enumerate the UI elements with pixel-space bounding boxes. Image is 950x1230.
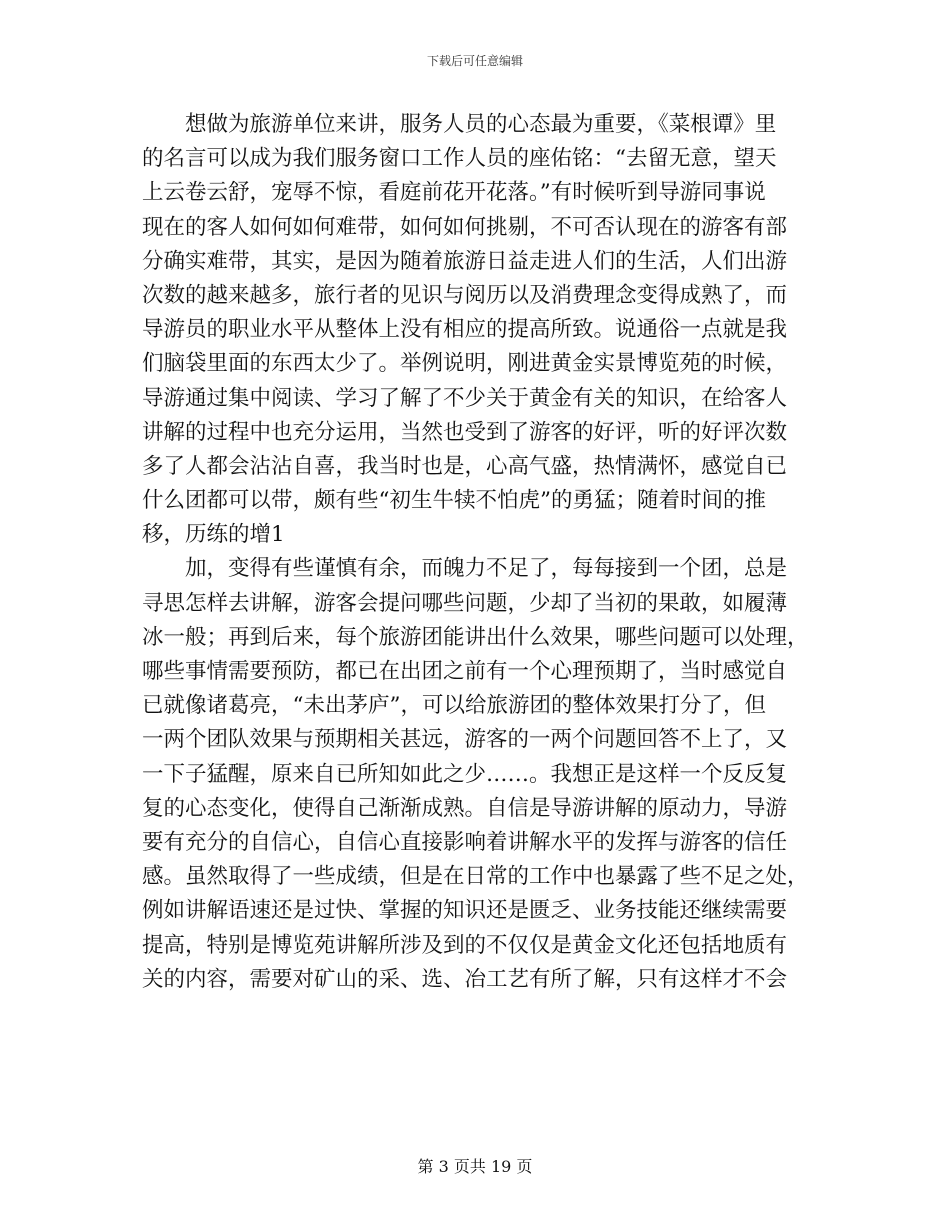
body-line: 次数的越来越多，旅行者的见识与阅历以及消费理念变得成熟了，而 [142, 282, 788, 308]
body-line: 已就像诸葛亮，“未出茅庐”，可以给旅游团的整体效果打分了，但 [142, 693, 766, 719]
body-line: 移，历练的增1 [142, 522, 285, 548]
body-line: 寻思怎样去讲解，游客会提问哪些问题，少却了当初的果敢，如履薄 [142, 590, 788, 616]
body-line: 一下子猛醒，原来自已所知如此之少……。我想正是这样一个反反复 [142, 761, 788, 787]
body-line: 导游通过集中阅读、学习了解了不少关于黄金有关的知识，在给客人 [142, 385, 788, 411]
body-line: 复的心态变化，使得自己渐渐成熟。自信是导游讲解的原动力，导游 [142, 795, 788, 821]
body-line: 关的内容，需要对矿山的采、选、冶工艺有所了解，只有这样才不会 [142, 966, 788, 992]
page-footer: 第 3 页共 19 页 [417, 1157, 533, 1176]
body-line: 想做为旅游单位来讲，服务人员的心态最为重要，《菜根谭》里 [142, 112, 777, 137]
body-line: 哪些事情需要预防，都已在出团之前有一个心理预期了，当时感觉自 [142, 659, 788, 684]
body-line: 感。虽然取得了一些成绩，但是在日常的工作中也暴露了些不足之处， [142, 864, 809, 890]
body-line: 冰一般；再到后来，每个旅游团能讲出什么效果，哪些问题可以处理， [142, 624, 809, 650]
page-header: 下载后可任意编辑 [426, 54, 523, 68]
body-line: 什么团都可以带，颇有些“初生牛犊不怕虎”的勇猛；随着时间的推 [142, 488, 766, 514]
body-line: 们脑袋里面的东西太少了。举例说明，刚进黄金实景博览苑的时候， [142, 351, 788, 377]
body-line: 导游员的职业水平从整体上没有相应的提高所致。说通俗一点就是我 [142, 317, 788, 343]
body-line: 的名言可以成为我们服务窗口工作人员的座佑铭：“去留无意，望天 [142, 146, 777, 172]
body-line: 多了人都会沾沾自喜，我当时也是，心高气盛，热情满怀，感觉自已 [142, 453, 788, 479]
body-line: 提高，特别是博览苑讲解所涉及到的不仅仅是黄金文化还包括地质有 [142, 932, 788, 958]
body-line: 现在的客人如何如何难带，如何如何挑剔，不可否认现在的游客有部 [142, 214, 788, 240]
body-line: 上云卷云舒，宠辱不惊，看庭前花开花落。”有时候听到导游同事说 [142, 180, 766, 206]
document-body [142, 108, 810, 997]
body-line: 一两个团队效果与预期相关甚远，游客的一两个问题回答不上了，又 [142, 727, 788, 753]
body-line: 讲解的过程中也充分运用，当然也受到了游客的好评，听的好评次数 [142, 419, 788, 445]
body-line: 加，变得有些谨慎有余，而魄力不足了，每每接到一个团，总是 [142, 556, 788, 582]
body-line: 分确实难带，其实，是因为随着旅游日益走进人们的生活，人们出游 [142, 248, 788, 274]
body-line: 要有充分的自信心，自信心直接影响着讲解水平的发挥与游客的信任 [142, 829, 788, 855]
body-line: 例如讲解语速还是过快、掌握的知识还是匮乏、业务技能还继续需要 [142, 898, 788, 924]
